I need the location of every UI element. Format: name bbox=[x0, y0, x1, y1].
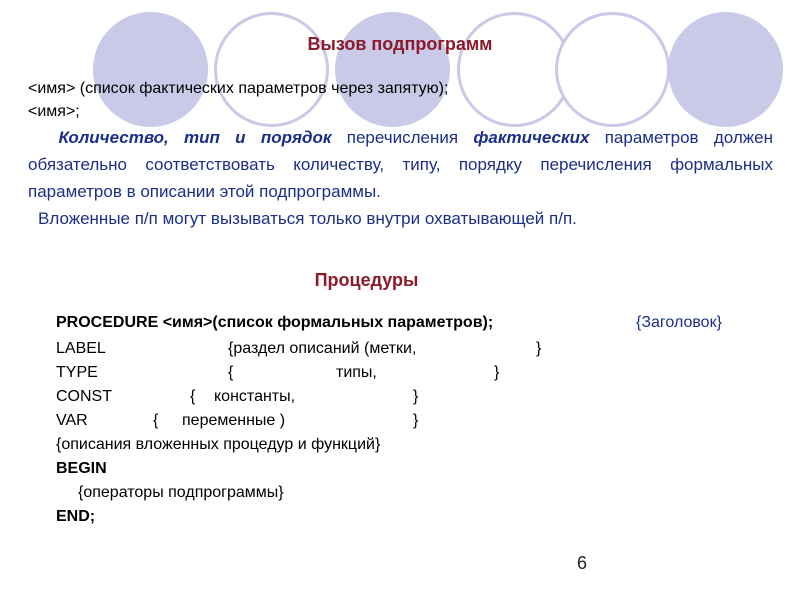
call-form-without-params: <имя>; bbox=[28, 103, 80, 120]
rule-text-1: перечисления bbox=[331, 128, 474, 147]
slide-title: Вызов подпрограмм bbox=[307, 34, 493, 54]
procedure-signature: <имя>(список формальных параметров); bbox=[162, 314, 494, 331]
decor-circle-6 bbox=[668, 12, 783, 127]
var-open-brace: { bbox=[153, 412, 159, 429]
rule-paragraph bbox=[28, 124, 773, 205]
const-description: константы, bbox=[214, 388, 296, 405]
procedure-header-comment: {Заголовок} bbox=[636, 314, 722, 331]
label-close-brace: } bbox=[536, 340, 542, 357]
rule-text-2: параметров должен обязательно соответствовать количеству, типу, порядку перечисления формальных параметров в описании этой подпрограммы. bbox=[28, 128, 773, 201]
label-description: {раздел описаний (метки, bbox=[228, 340, 417, 357]
const-close-brace: } bbox=[413, 388, 419, 405]
procedure-keyword: PROCEDURE bbox=[56, 314, 163, 331]
rule-emphasis-2: фактических bbox=[473, 128, 590, 147]
type-description: типы, bbox=[336, 364, 377, 381]
decor-circle-2 bbox=[214, 12, 329, 127]
end-keyword bbox=[56, 508, 95, 526]
type-open-brace: { bbox=[228, 364, 234, 381]
var-keyword: VAR bbox=[56, 412, 88, 429]
decor-circle-1 bbox=[93, 12, 208, 127]
const-keyword: CONST bbox=[56, 388, 112, 405]
var-close-brace: } bbox=[413, 412, 419, 429]
decor-circle-5 bbox=[555, 12, 670, 127]
page-number: 6 bbox=[577, 553, 588, 573]
type-keyword: TYPE bbox=[56, 364, 98, 381]
type-close-brace: } bbox=[494, 364, 500, 381]
begin-keyword bbox=[56, 460, 107, 478]
label-keyword: LABEL bbox=[56, 340, 106, 357]
rule-emphasis-1: Количество, тип и порядок bbox=[58, 128, 332, 147]
call-form-with-params: <имя> (список фактических параметров через запятую); bbox=[28, 80, 449, 97]
var-description: переменные ) bbox=[182, 412, 286, 429]
end-keyword-text: END; bbox=[56, 508, 96, 525]
begin-keyword-text: BEGIN bbox=[56, 460, 107, 477]
const-open-brace: { bbox=[190, 388, 196, 405]
decor-circle-3 bbox=[335, 12, 450, 127]
procedure-header bbox=[56, 314, 493, 332]
nested-note: Вложенные п/п могут вызываться только внутри охватывающей п/п. bbox=[38, 209, 577, 228]
nested-declarations: {описания вложенных процедур и функций} bbox=[56, 436, 381, 453]
section-title: Процедуры bbox=[314, 270, 419, 290]
operators-body: {операторы подпрограммы} bbox=[78, 484, 284, 501]
